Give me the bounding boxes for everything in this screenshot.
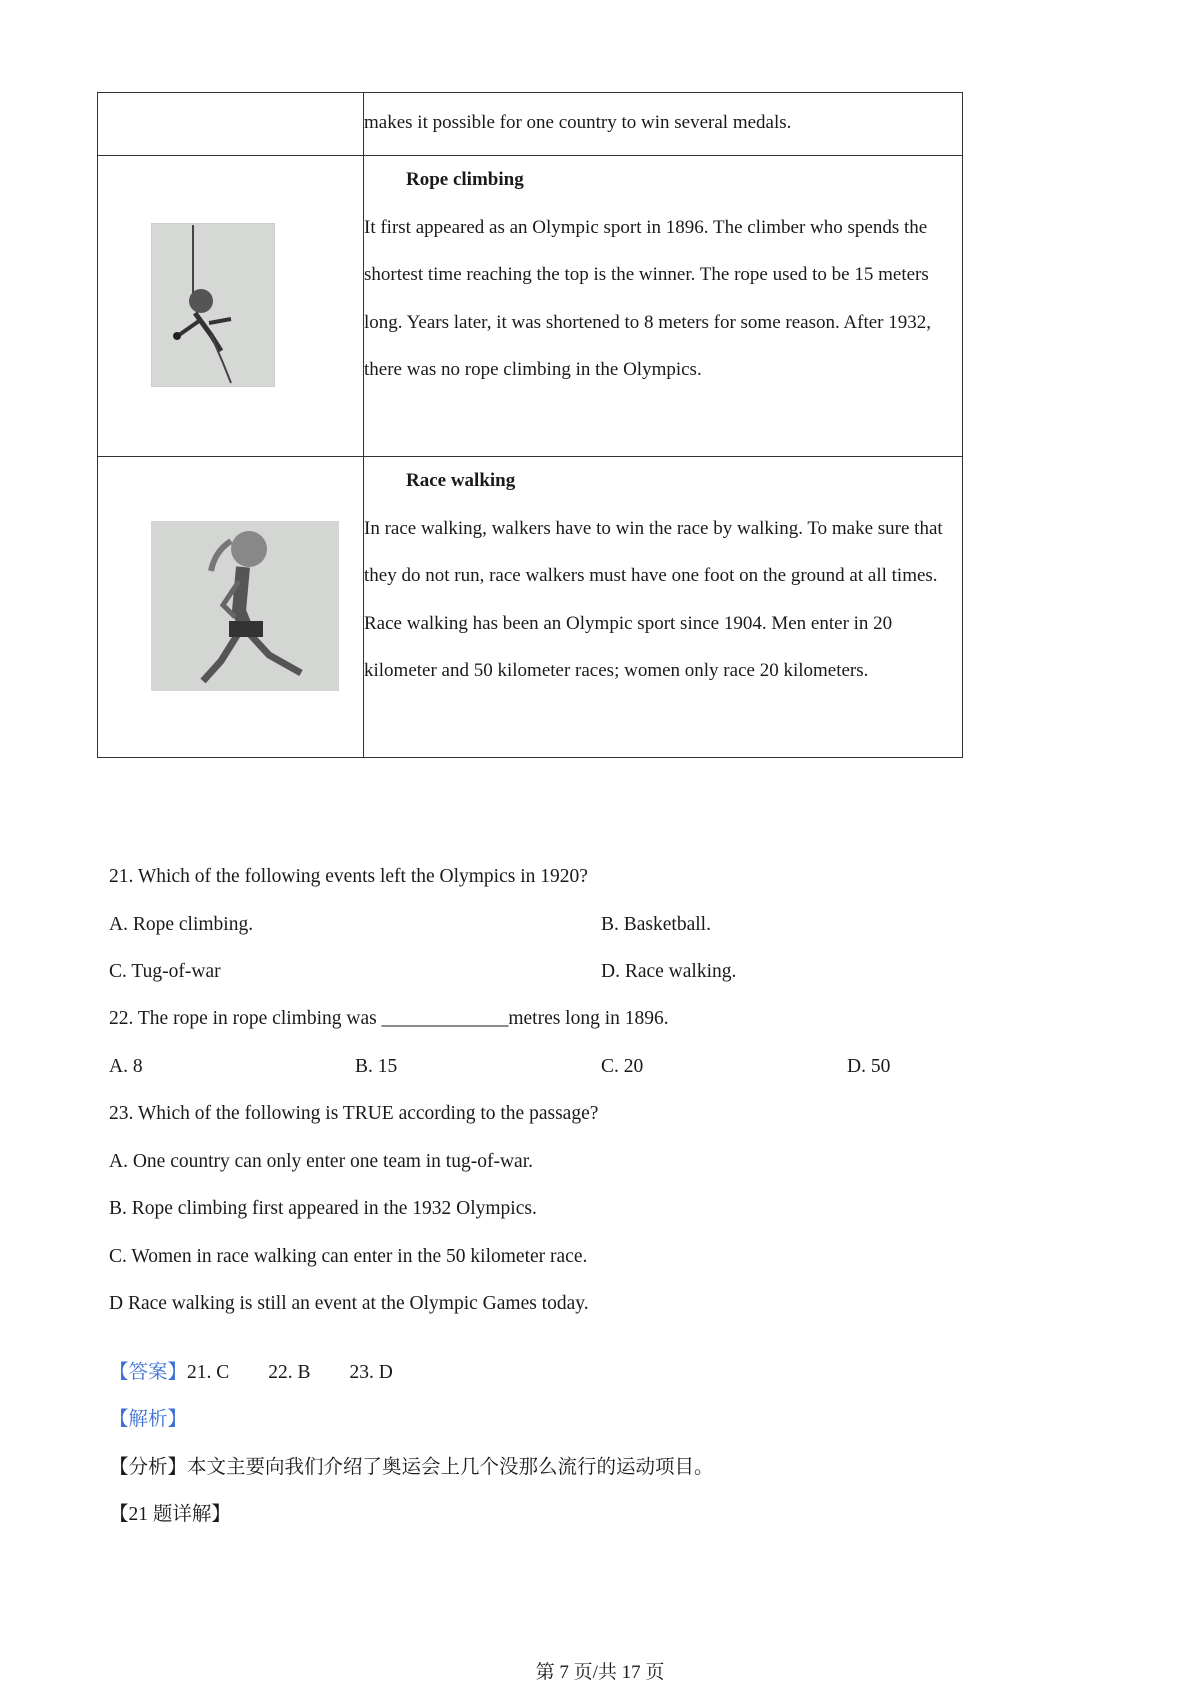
rope-climbing-paragraph: It first appeared as an Olympic sport in 1896. The climber who spends the shortest time reaching the top is the winner. The rope used to be 15 meters long. Years later, it was shortened to 8 meters for some reason. After 1932, there was no rope climbing in the Olympics. <box>364 216 932 380</box>
summary-label: 【分析】 <box>109 1457 188 1478</box>
question-21-option-b: B. Basketball. <box>601 914 711 935</box>
sports-table <box>97 92 963 758</box>
question-21-option-d: D. Race walking. <box>601 961 737 982</box>
summary-line <box>109 1451 714 1479</box>
race-walking-text-cell <box>364 457 963 758</box>
question-22-option-d: D. 50 <box>847 1056 891 1077</box>
rope-climbing-heading: Rope climbing <box>406 169 524 190</box>
page-footer: 第 7 页/共 17 页 <box>535 1662 665 1683</box>
answer-values: 21. C 22. B 23. D <box>187 1362 393 1383</box>
detail-label: 【21 题详解】 <box>109 1504 231 1525</box>
row1-text: makes it possible for one country to win several medals. <box>364 112 792 133</box>
analysis-label: 【解析】 <box>109 1409 188 1430</box>
race-walking-paragraph: In race walking, walkers have to win the race by walking. To make sure that they do not run, race walkers must have one foot on the ground at all times. Race walking has been an Olympic sport since 1904. Men enter in 20 kilometer and 50 kilometer races; women only race 20 kilometers. <box>364 517 943 681</box>
question-22-option-c: C. 20 <box>601 1056 644 1077</box>
rope-climbing-text-cell <box>364 156 963 457</box>
table-row <box>98 457 963 758</box>
answer-line <box>109 1356 393 1384</box>
question-23-option-d: D Race walking is still an event at the Olympic Games today. <box>109 1293 589 1314</box>
question-23-option-b: B. Rope climbing first appeared in the 1932 Olympics. <box>109 1198 537 1219</box>
question-21-option-a: A. Rope climbing. <box>109 914 254 935</box>
tug-of-war-text-cell <box>364 93 963 156</box>
table-row <box>98 93 963 156</box>
question-23-option-c: C. Women in race walking can enter in the 50 kilometer race. <box>109 1246 588 1267</box>
question-23-stem: 23. Which of the following is TRUE according to the passage? <box>109 1103 599 1124</box>
race-walking-heading: Race walking <box>406 470 516 491</box>
question-23-option-a: A. One country can only enter one team in tug-of-war. <box>109 1151 533 1172</box>
empty-image-cell <box>98 93 364 156</box>
question-21-option-c: C. Tug-of-war <box>109 961 221 982</box>
summary-text: 本文主要向我们介绍了奥运会上几个没那么流行的运动项目。 <box>187 1457 714 1478</box>
race-walking-image-cell <box>98 457 364 758</box>
rope-climbing-illustration <box>151 223 275 387</box>
race-walking-illustration <box>151 521 339 691</box>
question-22-stem: 22. The rope in rope climbing was _____________metres long in 1896. <box>109 1008 669 1029</box>
answer-label: 【答案】 <box>109 1362 188 1383</box>
question-22-option-b: B. 15 <box>355 1056 398 1077</box>
question-21-stem: 21. Which of the following events left the Olympics in 1920? <box>109 866 588 887</box>
question-22-option-a: A. 8 <box>109 1056 143 1077</box>
rope-climbing-image-cell <box>98 156 364 457</box>
table-row <box>98 156 963 457</box>
